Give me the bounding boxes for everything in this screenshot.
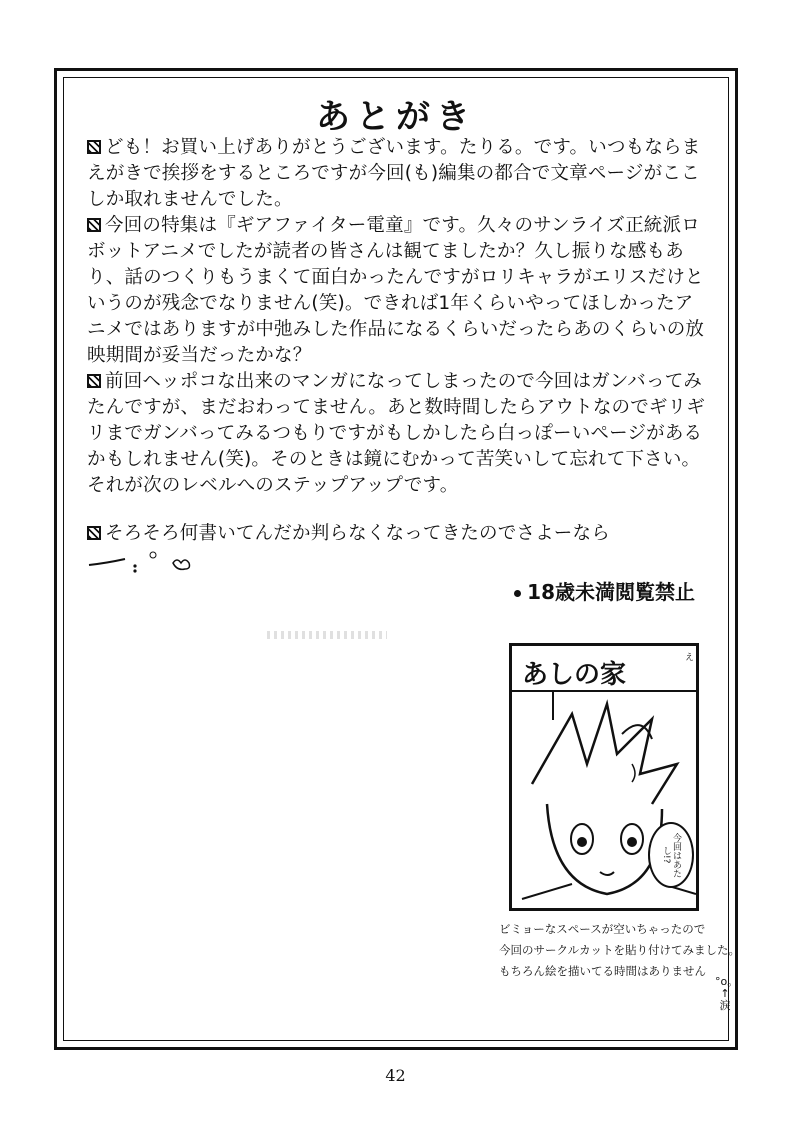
square-bullet-icon — [87, 140, 101, 154]
page-title: あとがき — [316, 97, 476, 137]
caption-line: 今回のサークルカットを貼り付けてみました。 — [499, 943, 741, 957]
closing-line: そろそろ何書いてんだか判らなくなってきたのでさよーなら — [87, 521, 707, 577]
square-bullet-icon — [87, 526, 101, 540]
tear-annotation — [715, 975, 739, 1012]
circle-cut-ruby: え — [683, 652, 693, 661]
paragraph-2: 今回の特集は『ギアファイター電童』です。久々のサンライズ正統派ロボットアニメでしたが読者の皆さんは観てましたか？久し振りな感もあり、話のつくりもうまくて面白かったんですがロリキャラがエリスだけというのが残念でなりません(笑)。できれば1年くらいやってほしかったアニメではありますが中弛みした作品になるくらいだったらあのくらいの放映期間が妥当だったかな？ — [87, 215, 705, 366]
caption-line: ビミョーなスペースが空いちゃったので — [499, 922, 706, 936]
circle-cut-title: あしの家 — [522, 660, 627, 690]
squiggle-doodle-icon — [87, 547, 197, 577]
caption-line: もちろん絵を描いてる時間はありません — [499, 964, 706, 978]
divider — [512, 690, 696, 692]
up-arrow-icon: ↑ — [720, 987, 730, 1000]
speech-bubble: 今回はあたし!? — [648, 822, 694, 888]
age-restriction-notice: 18歳未満閲覧禁止 — [514, 576, 695, 605]
tear-label: 涙 — [719, 999, 731, 1012]
tear-drop-icon: °o。 — [715, 975, 739, 988]
bullet-dot-icon — [514, 590, 521, 597]
circle-cut — [509, 643, 699, 911]
page-frame — [54, 68, 741, 1050]
paragraph-3: 前回ヘッポコな出来のマンガになってしまったので今回はガンバってみたんですが、まだおわってません。あと数時間したらアウトなのでギリギリまでガンバってみるつもりですがもしかしたら白っぽーいページがあるかもしれません(笑)。そのときは鏡にむかって苦笑いして忘れて下さい。それが次のレベルへのステップアップです。 — [87, 371, 706, 496]
faint-bleed-through — [267, 631, 387, 639]
square-bullet-icon — [87, 218, 101, 232]
cut-caption — [499, 919, 759, 982]
square-bullet-icon — [87, 374, 101, 388]
page-number: 42 — [385, 1066, 406, 1085]
afterword-body — [87, 135, 707, 577]
paragraph-1: ども！お買い上げありがとうございます。たりる。です。いつもならまえがきで挨拶をするところですが今回(も)編集の都合で文章ページがここしか取れませんでした。 — [87, 137, 701, 210]
